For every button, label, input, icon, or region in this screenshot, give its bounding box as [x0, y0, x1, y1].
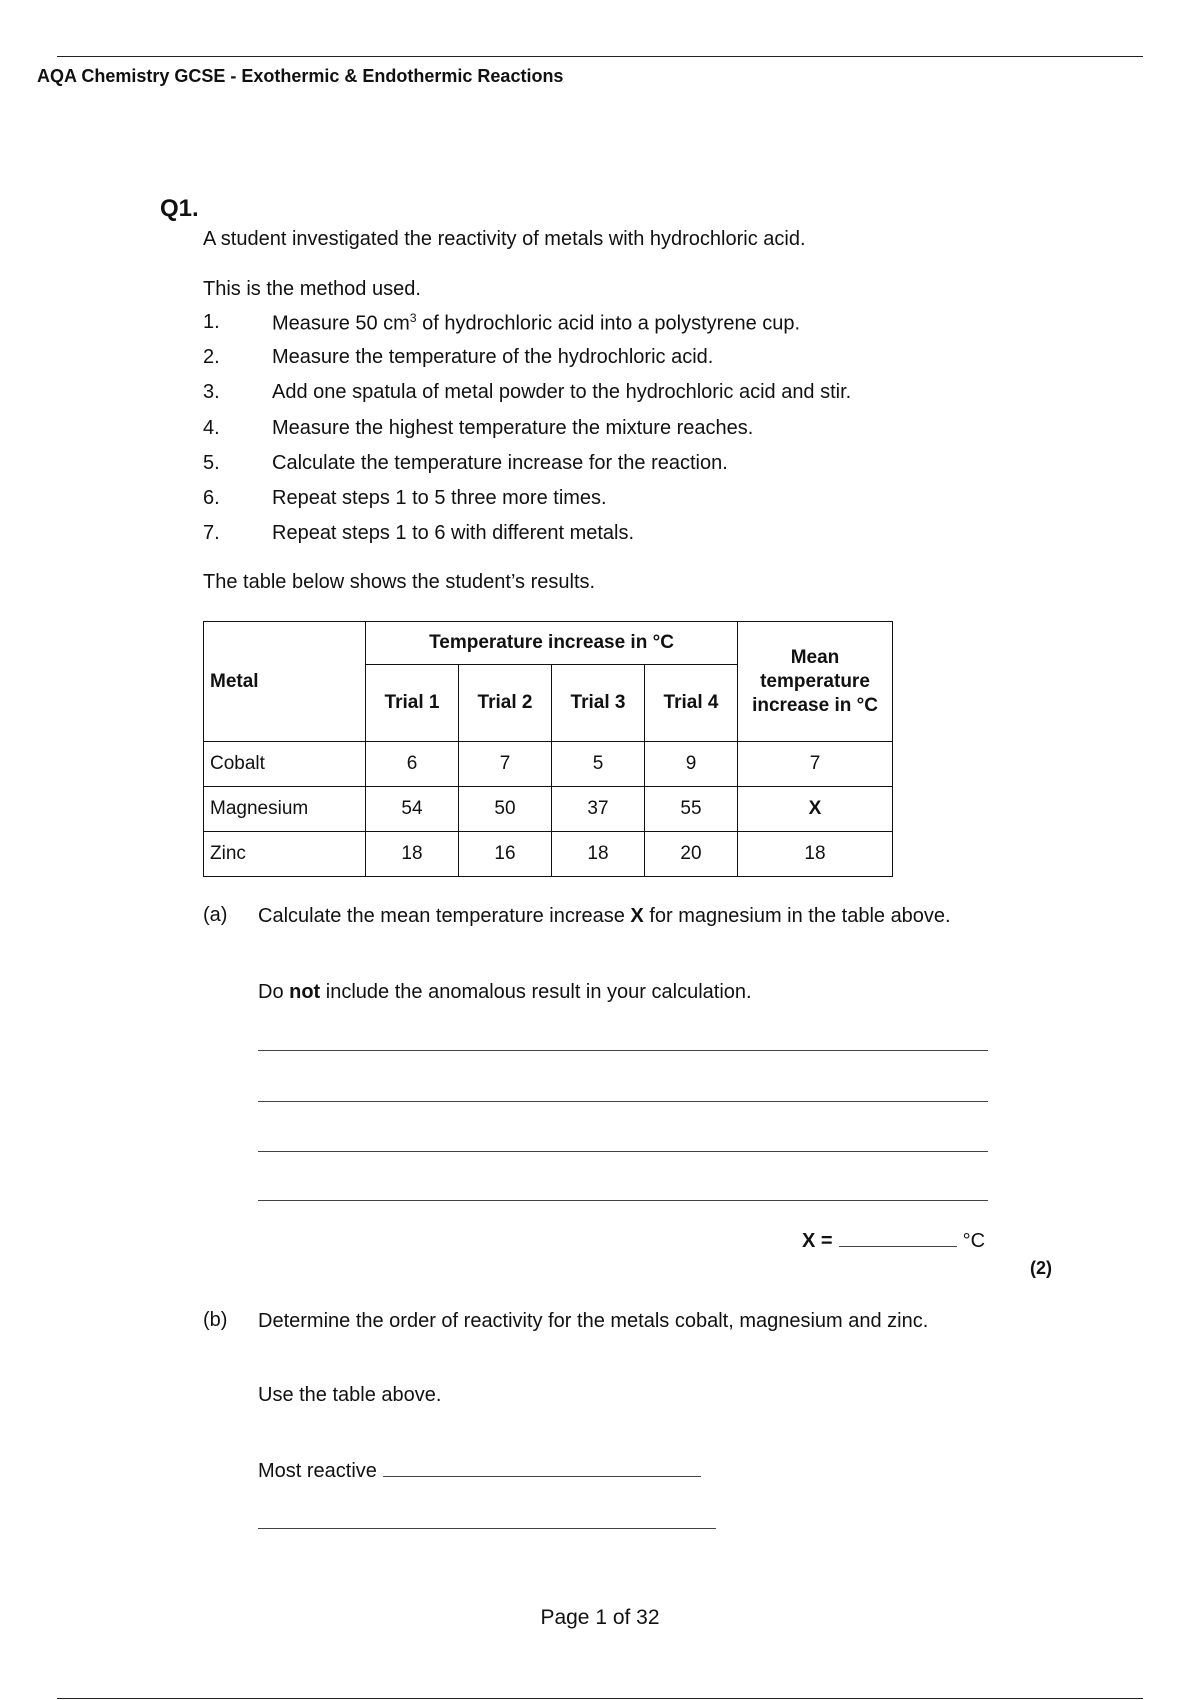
- mean-header: Mean temperature increase in °C: [738, 622, 893, 742]
- temperature-group-header: Temperature increase in °C: [366, 622, 738, 665]
- trial-header: Trial 4: [645, 665, 738, 742]
- table-row: [204, 787, 893, 832]
- answer-line[interactable]: [258, 1050, 988, 1051]
- trial-header: Trial 1: [366, 665, 459, 742]
- method-step: 2. Measure the temperature of the hydrochloric acid.: [203, 346, 714, 369]
- x-answer-unit: °C: [962, 1230, 986, 1252]
- part-a-instruction: Do not include the anomalous result in your calculation.: [258, 981, 752, 1003]
- trial-cell: 20: [645, 832, 738, 877]
- bottom-rule: [57, 1698, 1143, 1699]
- answer-line[interactable]: [258, 1151, 988, 1152]
- trial-cell: 50: [459, 787, 552, 832]
- method-intro: This is the method used.: [203, 278, 421, 300]
- question-number: Q1.: [160, 195, 199, 222]
- most-reactive-blank[interactable]: [383, 1458, 701, 1477]
- table-row: [204, 742, 893, 787]
- method-step: 5. Calculate the temperature increase for the reaction.: [203, 451, 728, 474]
- top-rule: [57, 56, 1143, 57]
- metal-cell: Magnesium: [204, 787, 366, 832]
- method-step: 6. Repeat steps 1 to 5 three more times.: [203, 486, 607, 509]
- trial-cell: 18: [552, 832, 645, 877]
- method-step: 1. Measure 50 $cm^3$ of hydrochloric acid into a polystyrene cup.: [203, 311, 801, 335]
- page-footer: Page 1 of 32: [540, 1606, 660, 1629]
- trial-cell: 6: [366, 742, 459, 787]
- trial-cell: 9: [645, 742, 738, 787]
- answer-line[interactable]: [258, 1101, 988, 1102]
- answer-line[interactable]: [258, 1200, 988, 1201]
- part-b-instruction: Use the table above.: [258, 1384, 442, 1406]
- trial-cell: 54: [366, 787, 459, 832]
- trial-header: Trial 2: [459, 665, 552, 742]
- method-steps: [203, 311, 851, 557]
- trial-cell: 16: [459, 832, 552, 877]
- most-reactive-label: Most reactive: [258, 1460, 377, 1482]
- mean-cell: X: [738, 787, 893, 832]
- method-step: 7. Repeat steps 1 to 6 with different metals.: [203, 522, 635, 545]
- x-answer-field: [802, 1228, 985, 1253]
- part-b-label: (b): [203, 1309, 228, 1331]
- table-row: [204, 832, 893, 877]
- most-reactive-field: [258, 1458, 701, 1483]
- trial-cell: 5: [552, 742, 645, 787]
- metal-header: Metal: [204, 622, 366, 742]
- table-intro: The table below shows the student’s results.: [203, 571, 596, 593]
- x-answer-label: X =: [802, 1230, 833, 1252]
- results-table: [203, 621, 893, 877]
- mean-cell: 18: [738, 832, 893, 877]
- part-a-question: Calculate the mean temperature increase X for magnesium in the table above.: [258, 905, 951, 927]
- part-a-label: (a): [203, 904, 228, 926]
- page-header: AQA Chemistry GCSE - Exothermic & Endothermic Reactions: [37, 66, 564, 86]
- trial-cell: 7: [459, 742, 552, 787]
- part-b-question: Determine the order of reactivity for the metals cobalt, magnesium and zinc.: [258, 1310, 929, 1332]
- trial-cell: 37: [552, 787, 645, 832]
- marks-badge: (2): [1030, 1258, 1052, 1278]
- metal-cell: Cobalt: [204, 742, 366, 787]
- trial-cell: 55: [645, 787, 738, 832]
- trial-cell: 18: [366, 832, 459, 877]
- metal-cell: Zinc: [204, 832, 366, 877]
- method-step: 4. Measure the highest temperature the mixture reaches.: [203, 416, 754, 439]
- answer-line[interactable]: [258, 1528, 716, 1529]
- mean-cell: 7: [738, 742, 893, 787]
- x-answer-blank[interactable]: [839, 1228, 957, 1247]
- method-step: 3. Add one spatula of metal powder to the hydrochloric acid and stir.: [203, 381, 852, 404]
- question-intro: A student investigated the reactivity of metals with hydrochloric acid.: [203, 228, 806, 250]
- trial-header: Trial 3: [552, 665, 645, 742]
